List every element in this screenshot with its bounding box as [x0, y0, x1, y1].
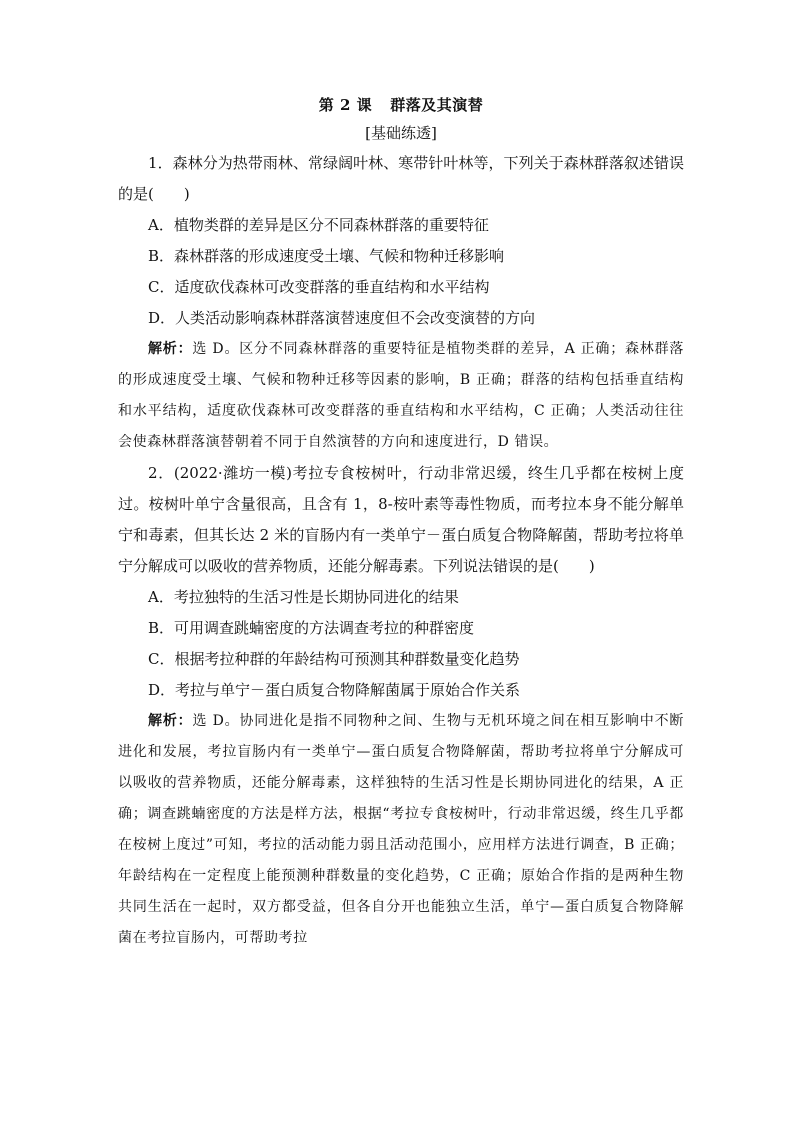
- option-b: B．森林群落的形成速度受土壤、气候和物种迁移影响: [148, 247, 505, 265]
- answer-label: 解析：: [148, 341, 193, 357]
- section-heading: [基础练透]: [365, 124, 437, 142]
- option-b: B．可用调查跳蝻密度的方法调查考拉的种群密度: [148, 619, 475, 637]
- answer-explanation: [118, 334, 684, 458]
- answer-text: 选 D。区分不同森林群落的重要特征是植物类群的差异，A 正确；森林群落的形成速度受土壤、气候和物种迁移等因素的影响，B 正确；群落的结构包括垂直结构和水平结构，适度砍伐森林可改变群落的垂直结构和水平结构，C 正确；人类活动往往会使森林群落演替朝着不同于自然演替的方向和速度进行，D 错误。: [118, 341, 684, 450]
- lesson-number: 第 2 课: [318, 96, 373, 114]
- question-stem: 1．森林分为热带雨林、常绿阔叶林、寒带针叶林等，下列关于森林群落叙述错误的是( ): [118, 154, 684, 203]
- option-a: A．考拉独特的生活习性是长期协同进化的结果: [148, 588, 459, 606]
- option-c: C．根据考拉种群的年龄结构可预测其种群数量变化趋势: [148, 650, 520, 668]
- answer-explanation: [118, 706, 684, 954]
- lesson-topic: 群落及其演替: [390, 96, 484, 114]
- option-a: A．植物类群的差异是区分不同森林群落的重要特征: [148, 216, 489, 234]
- question-block: [118, 148, 684, 458]
- question-block: [118, 458, 684, 954]
- option-d: D．人类活动影响森林群落演替速度但不会改变演替的方向: [148, 309, 536, 327]
- question-stem: 2．(2022·潍坊一模)考拉专食桉树叶，行动非常迟缓，终生几乎都在桉树上度过。桉树叶单宁含量很高，且含有 1，8-桉叶素等毒性物质，而考拉本身不能分解单宁和毒素，但其长达 2 米的盲肠内有一类单宁－蛋白质复合物降解菌，帮助考拉将单宁分解成可以吸收的营养物质，还能分解毒素。下列说法错误的是( ): [118, 464, 684, 575]
- option-d: D．考拉与单宁－蛋白质复合物降解菌属于原始合作关系: [148, 681, 521, 699]
- answer-label: 解析：: [148, 713, 193, 729]
- page-content: [118, 92, 684, 954]
- page-title: [118, 92, 684, 118]
- answer-text: 选 D。协同进化是指不同物种之间、生物与无机环境之间在相互影响中不断进化和发展，考拉盲肠内有一类单宁—蛋白质复合物降解菌，帮助考拉将单宁分解成可以吸收的营养物质，还能分解毒素，这样独特的生活习性是长期协同进化的结果，A 正确；调查跳蝻密度的方法是样方法，根据“考拉专食桉树叶，行动非常迟缓，终生几乎都在桉树上度过”可知，考拉的活动能力弱且活动范围小，应用样方法进行调查，B 正确；年龄结构在一定程度上能预测种群数量的变化趋势，C 正确；原始合作指的是两种生物共同生活在一起时，双方都受益，但各自分开也能独立生活，单宁—蛋白质复合物降解菌在考拉盲肠内，可帮助考拉: [118, 713, 684, 946]
- option-c: C．适度砍伐森林可改变群落的垂直结构和水平结构: [148, 278, 490, 296]
